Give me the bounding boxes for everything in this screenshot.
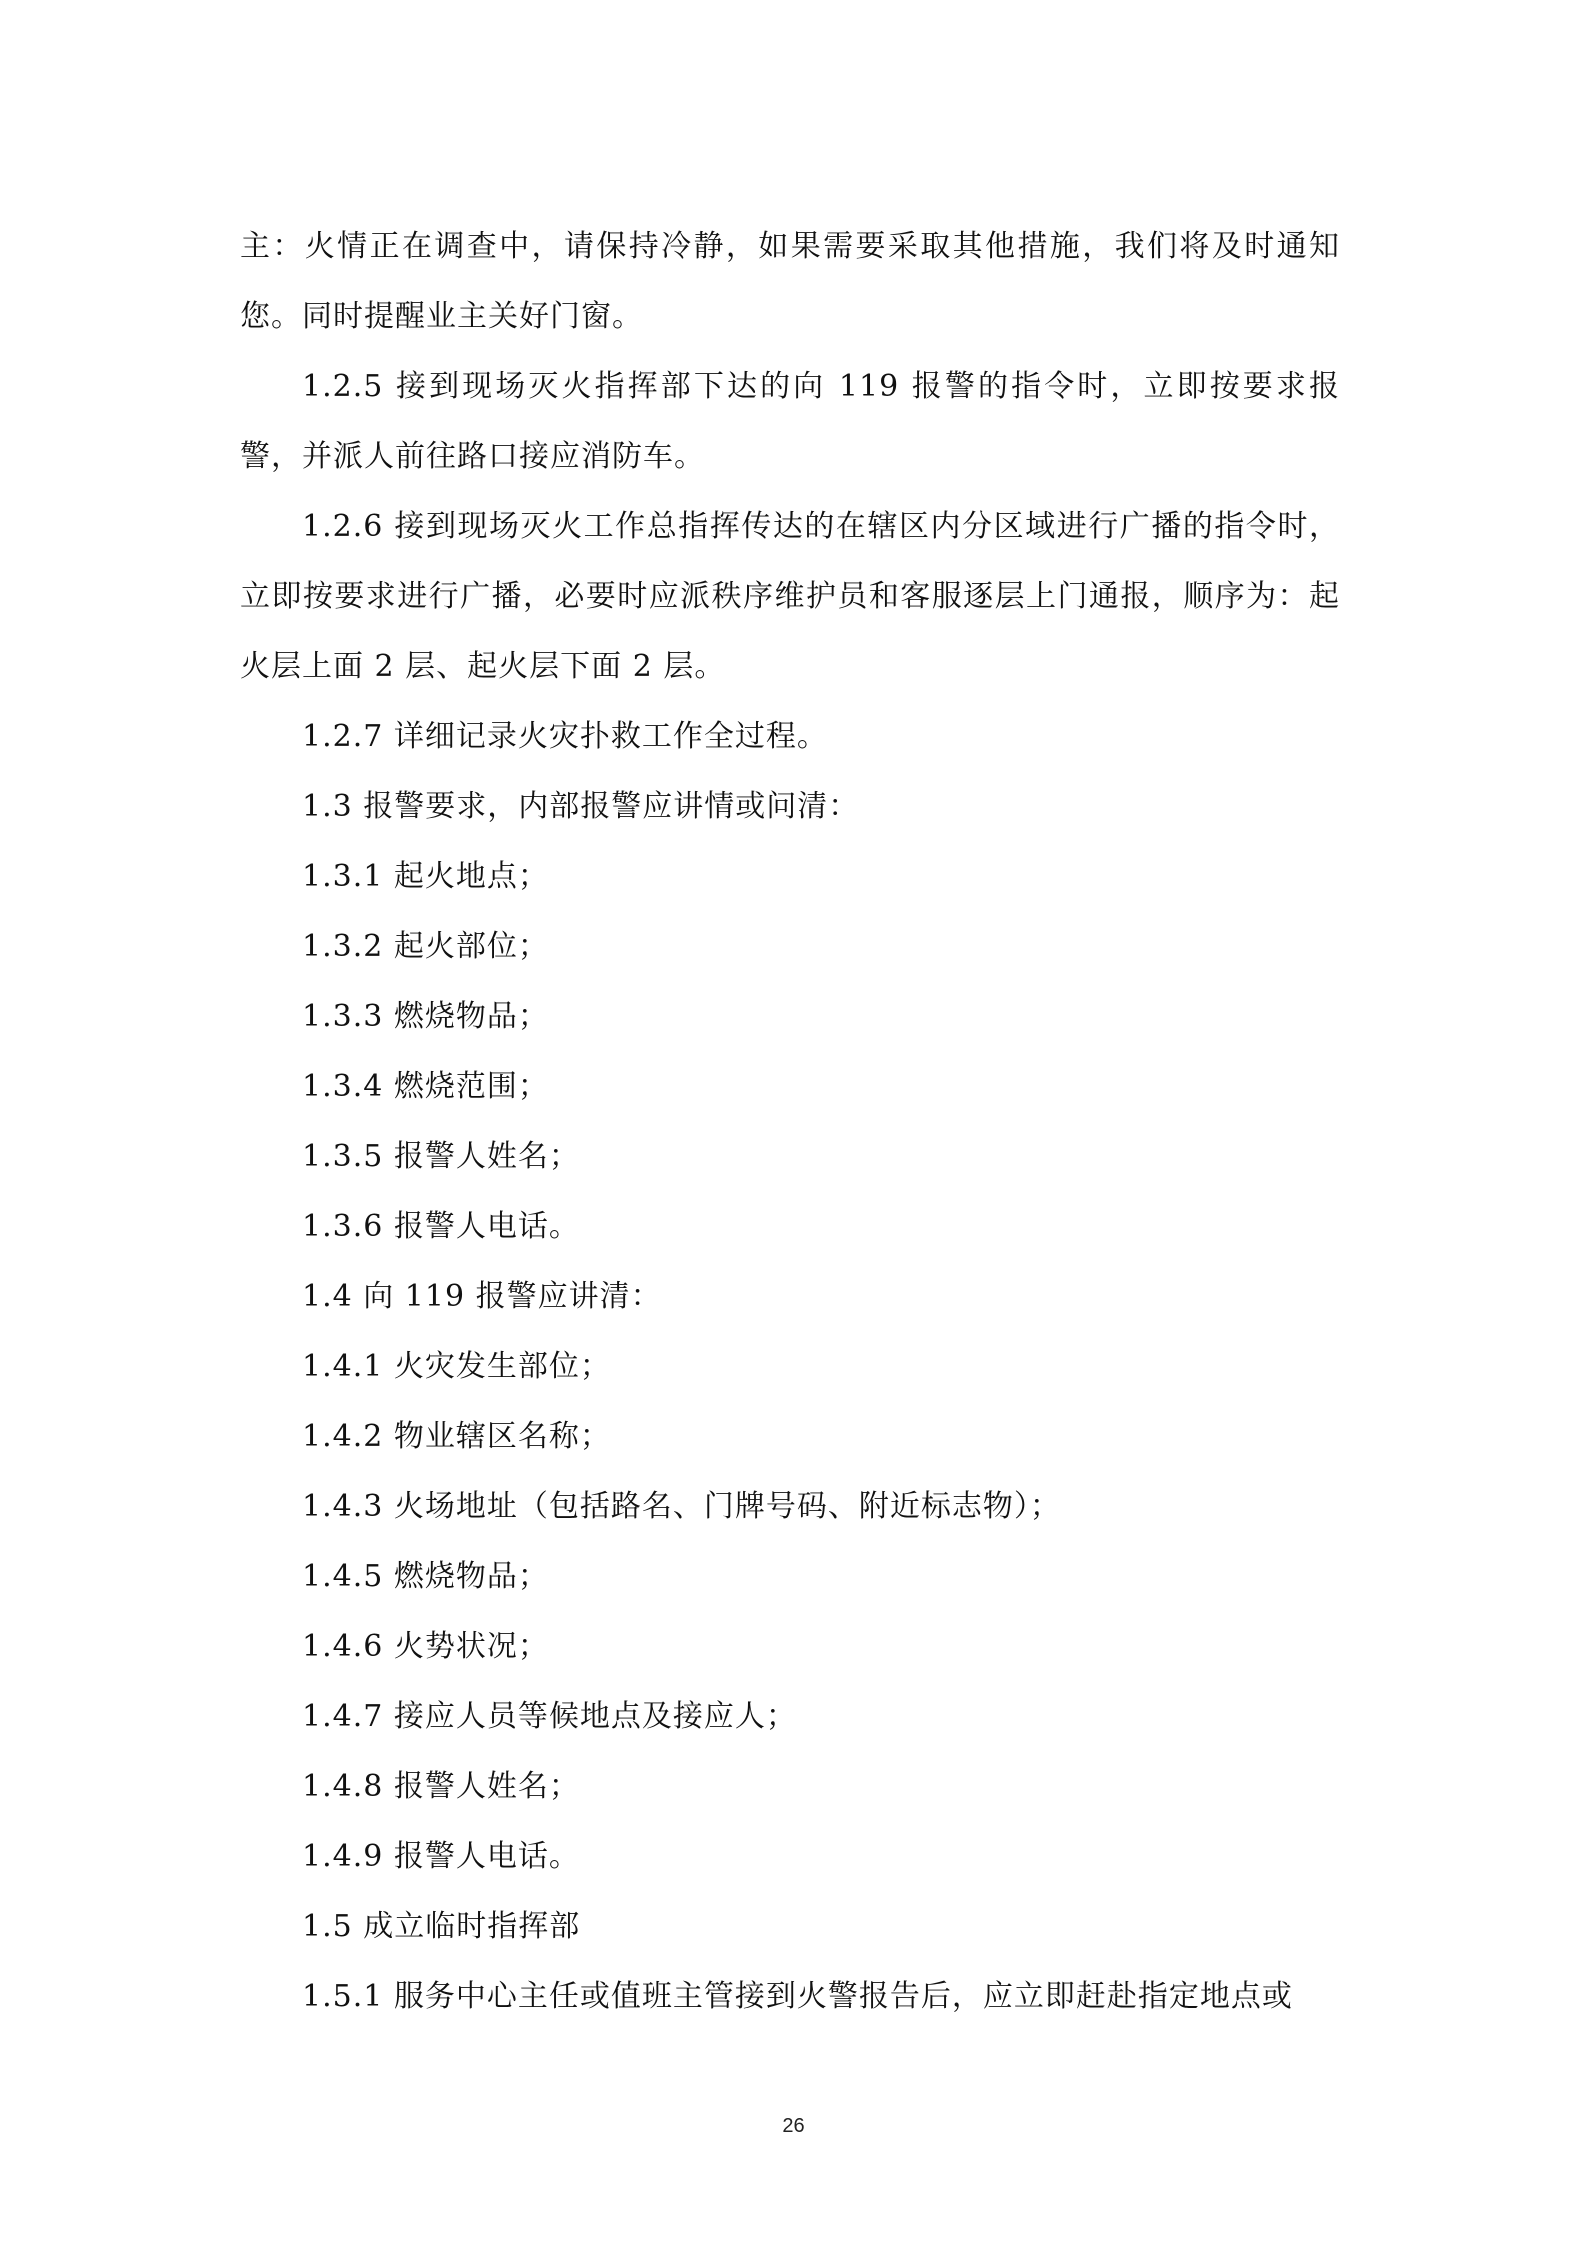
paragraph: 1.4 向 119 报警应讲清： [302, 1279, 662, 1314]
list-item: 1.4.8 报警人姓名； [302, 1769, 580, 1804]
list-item: 1.4.3 火场地址（包括路名、门牌号码、附近标志物）； [302, 1489, 1061, 1524]
list-item: 1.3.6 报警人电话。 [302, 1209, 580, 1244]
paragraph: 1.2.5 接到现场灭火指挥部下达的向 119 报警的指令时，立即按要求报警，并派人前往路口接应消防车。 [240, 369, 1340, 474]
list-item: 1.4.1 火灾发生部位； [302, 1349, 611, 1384]
page-number: 26 [782, 2115, 805, 2137]
list-item: 1.3.3 燃烧物品； [302, 999, 549, 1034]
list-item: 1.3.5 报警人姓名； [302, 1139, 580, 1174]
paragraph: 1.5.1 服务中心主任或值班主管接到火警报告后，应立即赶赴指定地点或 [302, 1979, 1293, 2014]
list-item: 1.3.1 起火地点； [302, 859, 549, 894]
paragraph: 1.3 报警要求，内部报警应讲情或问清： [302, 789, 860, 824]
paragraph: 1.2.6 接到现场灭火工作总指挥传达的在辖区内分区域进行广播的指令时，立即按要求进行广播，必要时应派秩序维护员和客服逐层上门通报，顺序为：起火层上面 2 层、起火层下面 2 层。 [240, 509, 1340, 684]
list-item: 1.4.7 接应人员等候地点及接应人； [302, 1699, 797, 1734]
list-item: 1.4.5 燃烧物品； [302, 1559, 549, 1594]
list-item: 1.4.9 报警人电话。 [302, 1839, 580, 1874]
list-item: 1.4.6 火势状况； [302, 1629, 549, 1664]
document-body [240, 212, 1340, 2032]
list-item: 1.3.2 起火部位； [302, 929, 549, 964]
list-item: 1.4.2 物业辖区名称； [302, 1419, 611, 1454]
paragraph: 主：火情正在调查中，请保持冷静，如果需要采取其他措施，我们将及时通知您。同时提醒业主关好门窗。 [240, 229, 1340, 334]
paragraph: 1.2.7 详细记录火灾扑救工作全过程。 [302, 719, 828, 754]
list-item: 1.3.4 燃烧范围； [302, 1069, 549, 1104]
section-heading: 1.5 成立临时指挥部 [302, 1909, 581, 1944]
